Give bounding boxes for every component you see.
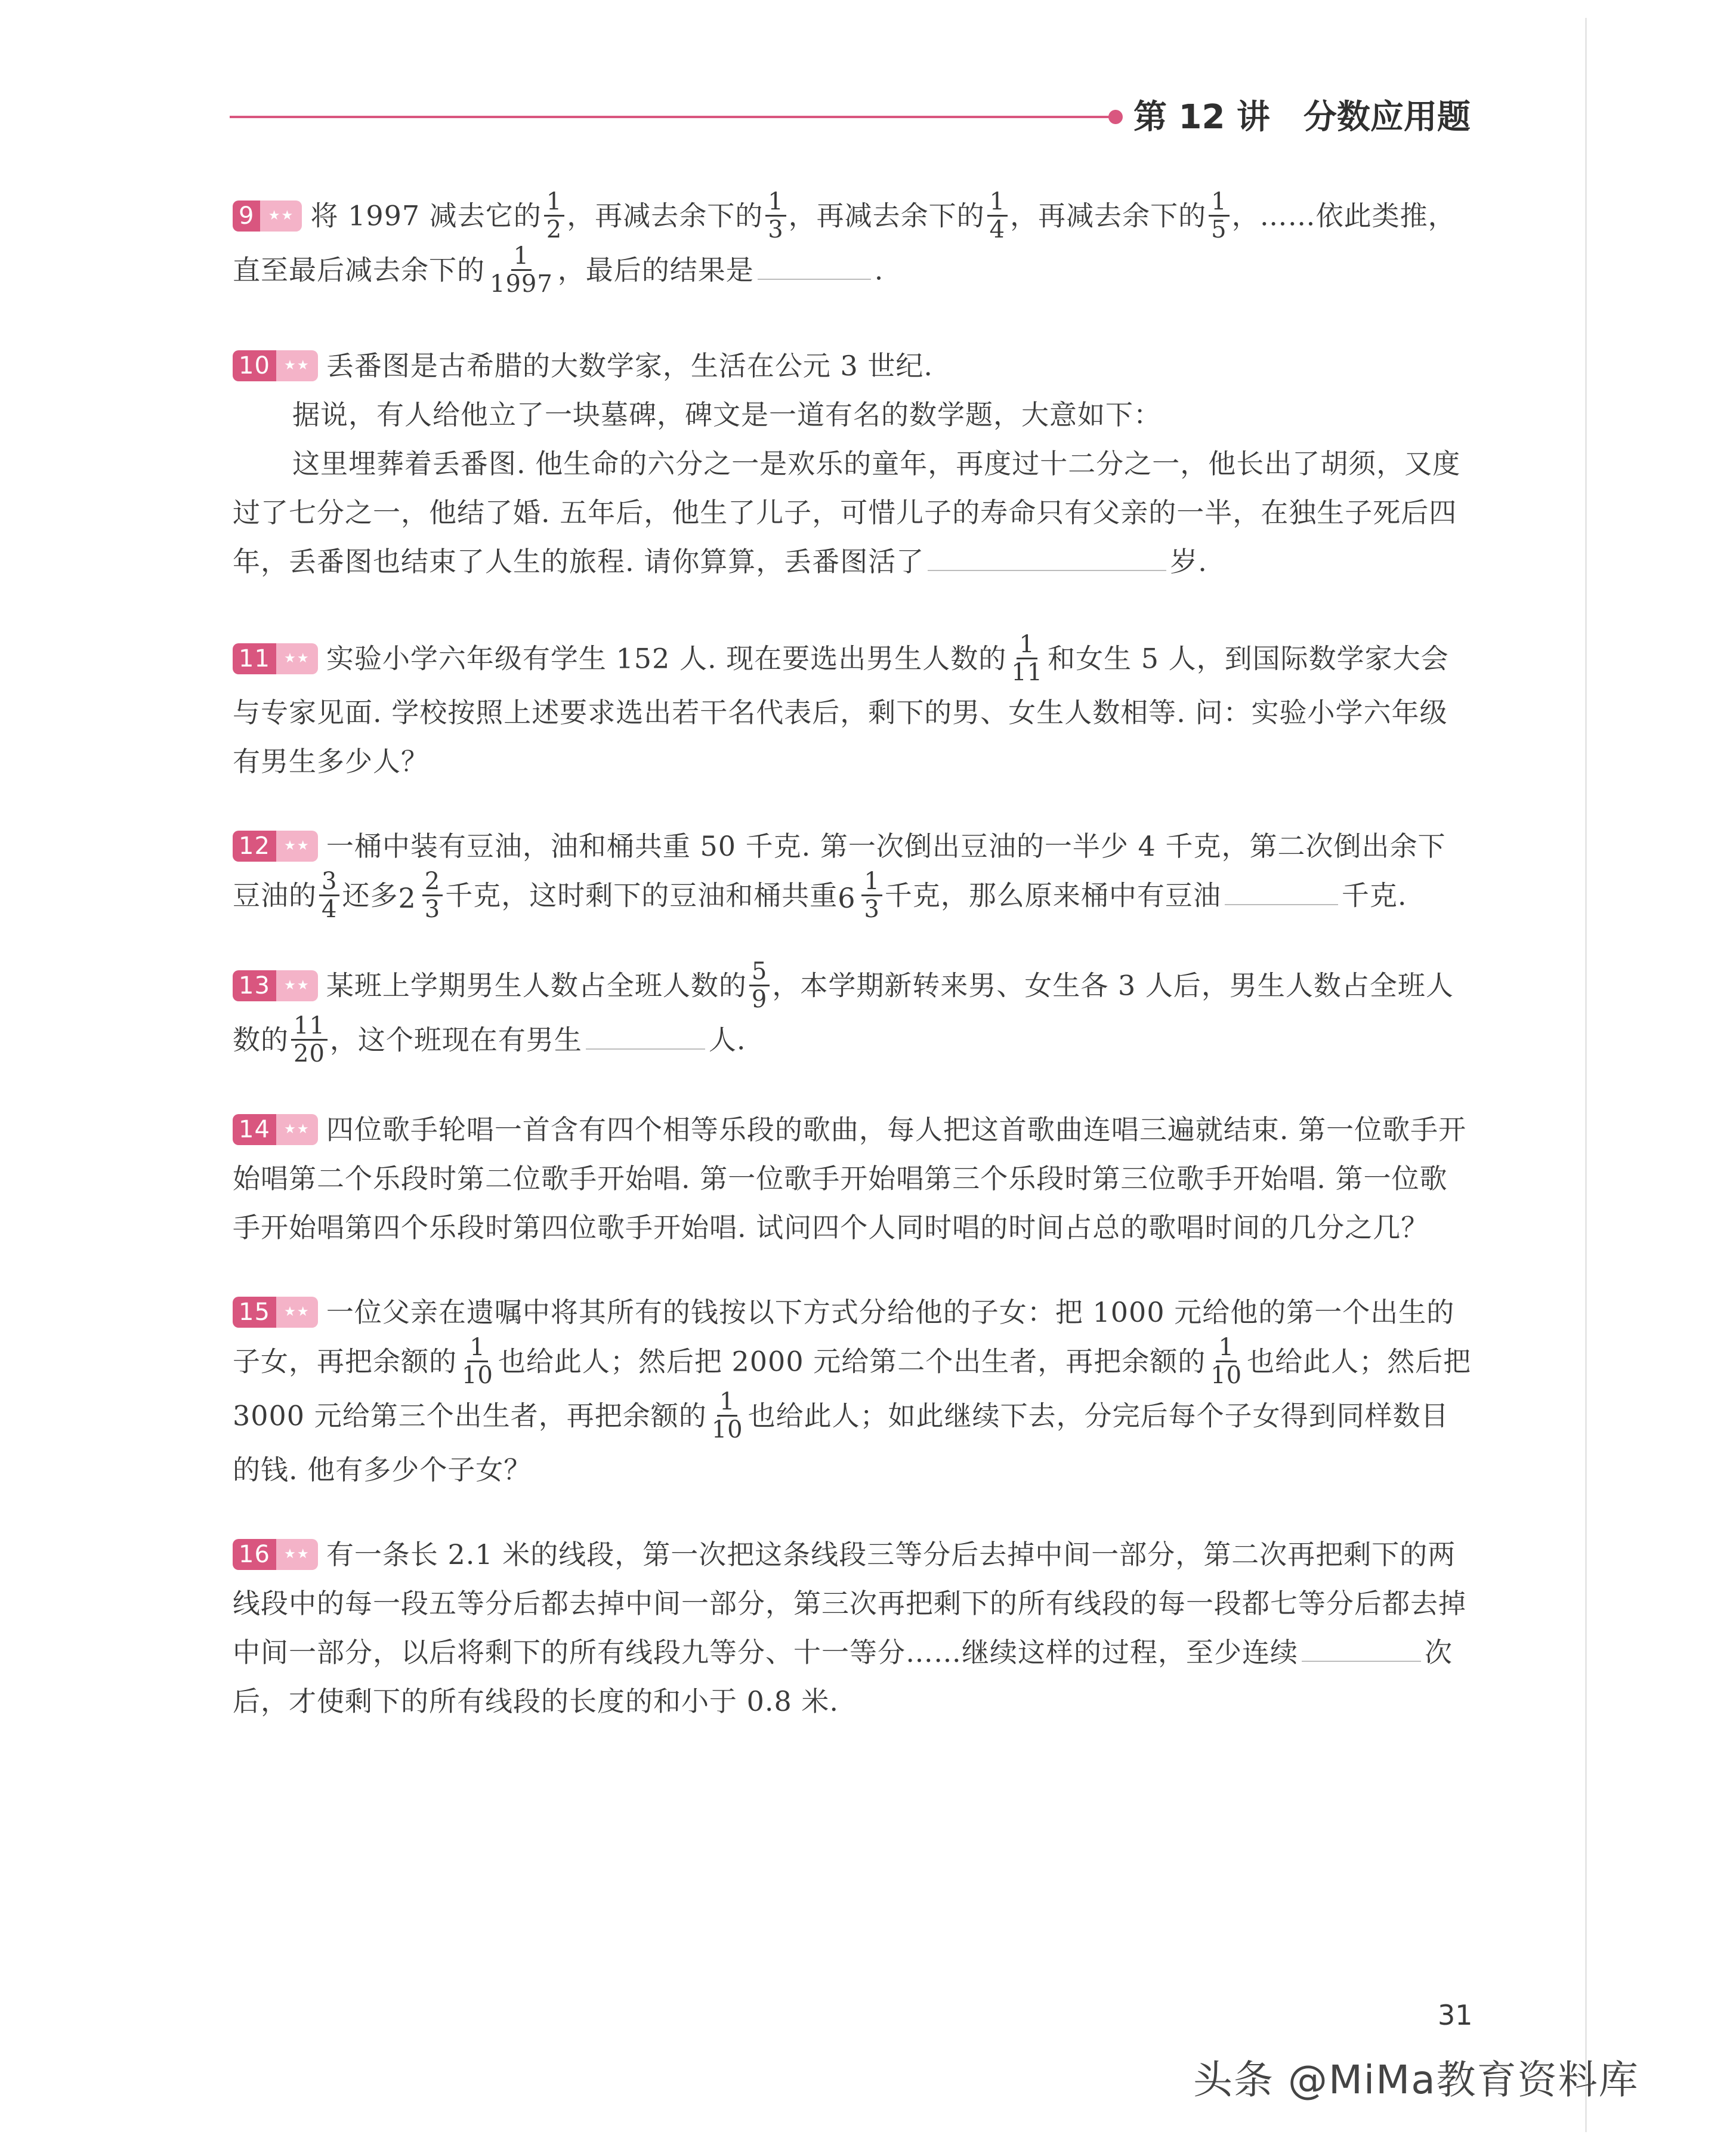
lecture-header — [1133, 91, 1471, 138]
answer-blank[interactable] — [758, 255, 871, 280]
problem-9: 9 ★★ 将 1997 减去它的 $\frac{1}{2}$ ，再减去余下的 $\frac{1}{3}$ ，再减去余下的 $\frac{1}{4}$ ，再减去余下的 $\frac{1}{5}$ ，……依此类推，直至最后减去余下的 $\frac{1}{1997}$ ，最后的结果是 . — [233, 188, 1456, 298]
difficulty-stars-icon: ★★ — [276, 1297, 318, 1328]
problem-number-badge: 12 ★★ — [233, 831, 318, 862]
lecture-title: 分数应用题 — [1303, 98, 1471, 137]
problem-15: 15 ★★ 一位父亲在遗嘱中将其所有的钱按以下方式分给他的子女：把 1000 元给他的第一个出生的子女，再把余额的 $\frac{1}{10}$ 也给此人；然后把 2000 元给第二个出生者，再把余额的 $\frac{1}{10}$ 也给此人；然后把 3000 元给第三个出生者，再把余额的 $\frac{1}{10}$ 也给此人；如此继续下去，分完后每个子女得到同样数目的钱. 他有多少个子女？ — [233, 1296, 1472, 1486]
difficulty-stars-icon: ★★ — [276, 1539, 318, 1570]
fraction: $\frac{5}{9}$ — [749, 958, 770, 1013]
difficulty-stars-icon: ★★ — [276, 350, 318, 381]
answer-blank[interactable] — [1225, 880, 1338, 905]
header-rule — [230, 116, 1116, 118]
problem-number-badge: 9 ★★ — [233, 200, 302, 232]
problem-14: 14 ★★ 四位歌手轮唱一首含有四个相等乐段的歌曲，每人把这首歌曲连唱三遍就结束. 第一位歌手开始唱第二个乐段时第二位歌手开始唱. 第一位歌手开始唱第三个乐段时第三位歌手开始唱. 第一位歌手开始唱第四个乐段时第四位歌手开始唱. 试问四个人同时唱的时间占总的歌唱时间的几分之几？ — [233, 1113, 1467, 1244]
fraction: $\frac{1}{10}$ — [462, 1334, 493, 1389]
problem-16: 16 ★★ 有一条长 2.1 米的线段，第一次把这条线段三等分后去掉中间一部分，第二次再把剩下的两线段中的每一段五等分后都去掉中间一部分，第三次再把剩下的所有线段的每一段都七等分后都去掉中间一部分，以后将剩下的所有线段九等分、十一等分……继续这样的过程，至少连续 次后，才使剩下的所有线段的长度的和小于 0.8 米. — [233, 1538, 1466, 1717]
problem-number-badge: 16 ★★ — [233, 1539, 318, 1570]
problem-number-badge: 14 ★★ — [233, 1114, 318, 1145]
page-number: 31 — [1438, 1999, 1473, 2031]
difficulty-stars-icon: ★★ — [260, 200, 302, 232]
fraction: $\frac{1}{11}$ — [1011, 631, 1043, 686]
fraction: $\frac{11}{20}$ — [291, 1013, 328, 1067]
difficulty-stars-icon: ★★ — [276, 831, 318, 862]
fraction: $\frac{1}{5}$ — [1209, 189, 1229, 243]
problem-13: 13 ★★ 某班上学期男生人数占全班人数的 $\frac{5}{9}$ ，本学期新转来男、女生各 3 人后，男生人数占全班人数的 $\frac{11}{20}$ ，这个班现在有男生 人. — [233, 958, 1454, 1068]
problem-list — [233, 179, 1474, 1726]
fraction: $\frac{1}{3}$ — [765, 189, 786, 243]
difficulty-stars-icon: ★★ — [276, 643, 318, 674]
problem-number-badge: 13 ★★ — [233, 970, 318, 1001]
problem-11: 11 ★★ 实验小学六年级有学生 152 人. 现在要选出男生人数的 $\frac{1}{11}$ 和女生 5 人，到国际数学家大会与专家见面. 学校按照上述要求选出若干名代表后，剩下的男、女生人数相等. 问：实验小学六年级有男生多少人？ — [233, 631, 1449, 778]
answer-blank[interactable] — [1302, 1637, 1421, 1662]
problem-number-badge: 15 ★★ — [233, 1297, 318, 1328]
watermark: 头条 @MiMa教育资料库 — [1193, 2057, 1639, 2103]
difficulty-stars-icon: ★★ — [276, 970, 318, 1001]
problem-number-badge: 10 ★★ — [233, 350, 318, 381]
difficulty-stars-icon: ★★ — [276, 1114, 318, 1145]
mixed-number: 2 $\frac{2}{3}$ — [398, 871, 445, 925]
fraction: $\frac{1}{4}$ — [987, 189, 1008, 243]
page-edge — [1585, 18, 1587, 2132]
lecture-number: 第 12 讲 — [1133, 98, 1270, 137]
fraction: $\frac{1}{2}$ — [544, 189, 564, 243]
problem-12: 12 ★★ 一桶中装有豆油，油和桶共重 50 千克. 第一次倒出豆油的一半少 4 千克，第二次倒出余下豆油的 $\frac{3}{4}$ 还多 2 $\frac{2}{3}$ 千克，这时剩下的豆油和桶共重 6 $\frac{1}{3}$ 千克，那么原来桶中有豆油 千克. — [233, 822, 1474, 925]
problem-10: 10 ★★ 丢番图是古希腊的大数学家，生活在公元 3 世纪. 据说，有人给他立了一块墓碑，碑文是一道有名的数学题，大意如下： 这里埋葬着丢番图. 他生命的六分之一是欢乐的童年，再度过十二分之一，他长出了胡须，又度过了七分之一，他结了婚. 五年后，他生了儿子，可惜儿子的寿命只有父亲的一半，在独生子死后四年，丢番图也结束了人生的旅程. 请你算算，丢番图活了 岁. — [233, 350, 1461, 578]
fraction: $\frac{1}{1997}$ — [490, 242, 553, 298]
fraction: $\frac{1}{10}$ — [711, 1388, 743, 1443]
answer-blank[interactable] — [928, 546, 1166, 571]
fraction: $\frac{3}{4}$ — [319, 868, 339, 923]
problem-number-badge: 11 ★★ — [233, 643, 318, 674]
answer-blank[interactable] — [586, 1025, 705, 1050]
header-dot — [1108, 110, 1123, 124]
fraction: $\frac{1}{10}$ — [1210, 1334, 1243, 1389]
mixed-number: 6 $\frac{1}{3}$ — [838, 871, 885, 925]
